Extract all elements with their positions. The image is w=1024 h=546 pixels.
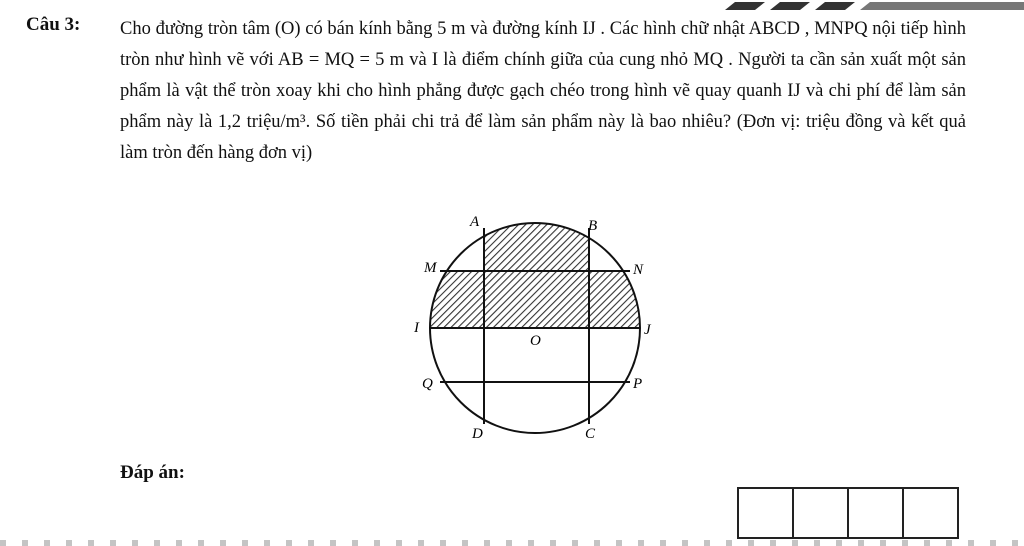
answer-box-1[interactable]: [739, 489, 794, 537]
label-d: D: [472, 426, 483, 442]
label-o: O: [530, 333, 541, 349]
circle-figure: [400, 208, 660, 448]
decorative-header-bar: [0, 0, 1024, 12]
label-m: M: [424, 260, 437, 276]
label-a: A: [470, 214, 480, 230]
answer-box-2[interactable]: [794, 489, 849, 537]
question-text: [120, 14, 966, 169]
answer-boxes: [737, 487, 959, 539]
answer-box-4[interactable]: [904, 489, 957, 537]
label-b: B: [588, 218, 598, 234]
question-label: Câu 3:: [26, 14, 81, 35]
notch-right: [589, 208, 659, 270]
label-j: J: [644, 322, 651, 338]
label-q: Q: [422, 376, 433, 392]
answer-box-3[interactable]: [849, 489, 904, 537]
question-body: Cho đường tròn tâm (O) có bán kính bằng 5 m và đường kính IJ . Các hình chữ nhật ABCD , MNPQ nội tiếp hình tròn như hình vẽ với AB = MQ = 5 m và I là điểm chính giữa của cung nhỏ MQ . Người ta cần sản xuất một sản phẩm là vật thể tròn xoay khi cho hình phẳng được gạch chéo trong hình vẽ quay quanh IJ và chi phí để làm sản phẩm này là 1,2 triệu/m³. Số tiền phải chi trả để làm sản phẩm này là bao nhiêu? (Đơn vị: triệu đồng và kết quả làm tròn đến hàng đơn vị): [120, 19, 966, 163]
page-bottom-edge: [0, 540, 1024, 546]
label-n: N: [633, 262, 644, 278]
label-c: C: [585, 426, 596, 442]
label-i: I: [414, 320, 419, 336]
answer-label: Đáp án:: [120, 462, 185, 483]
label-p: P: [633, 376, 643, 392]
